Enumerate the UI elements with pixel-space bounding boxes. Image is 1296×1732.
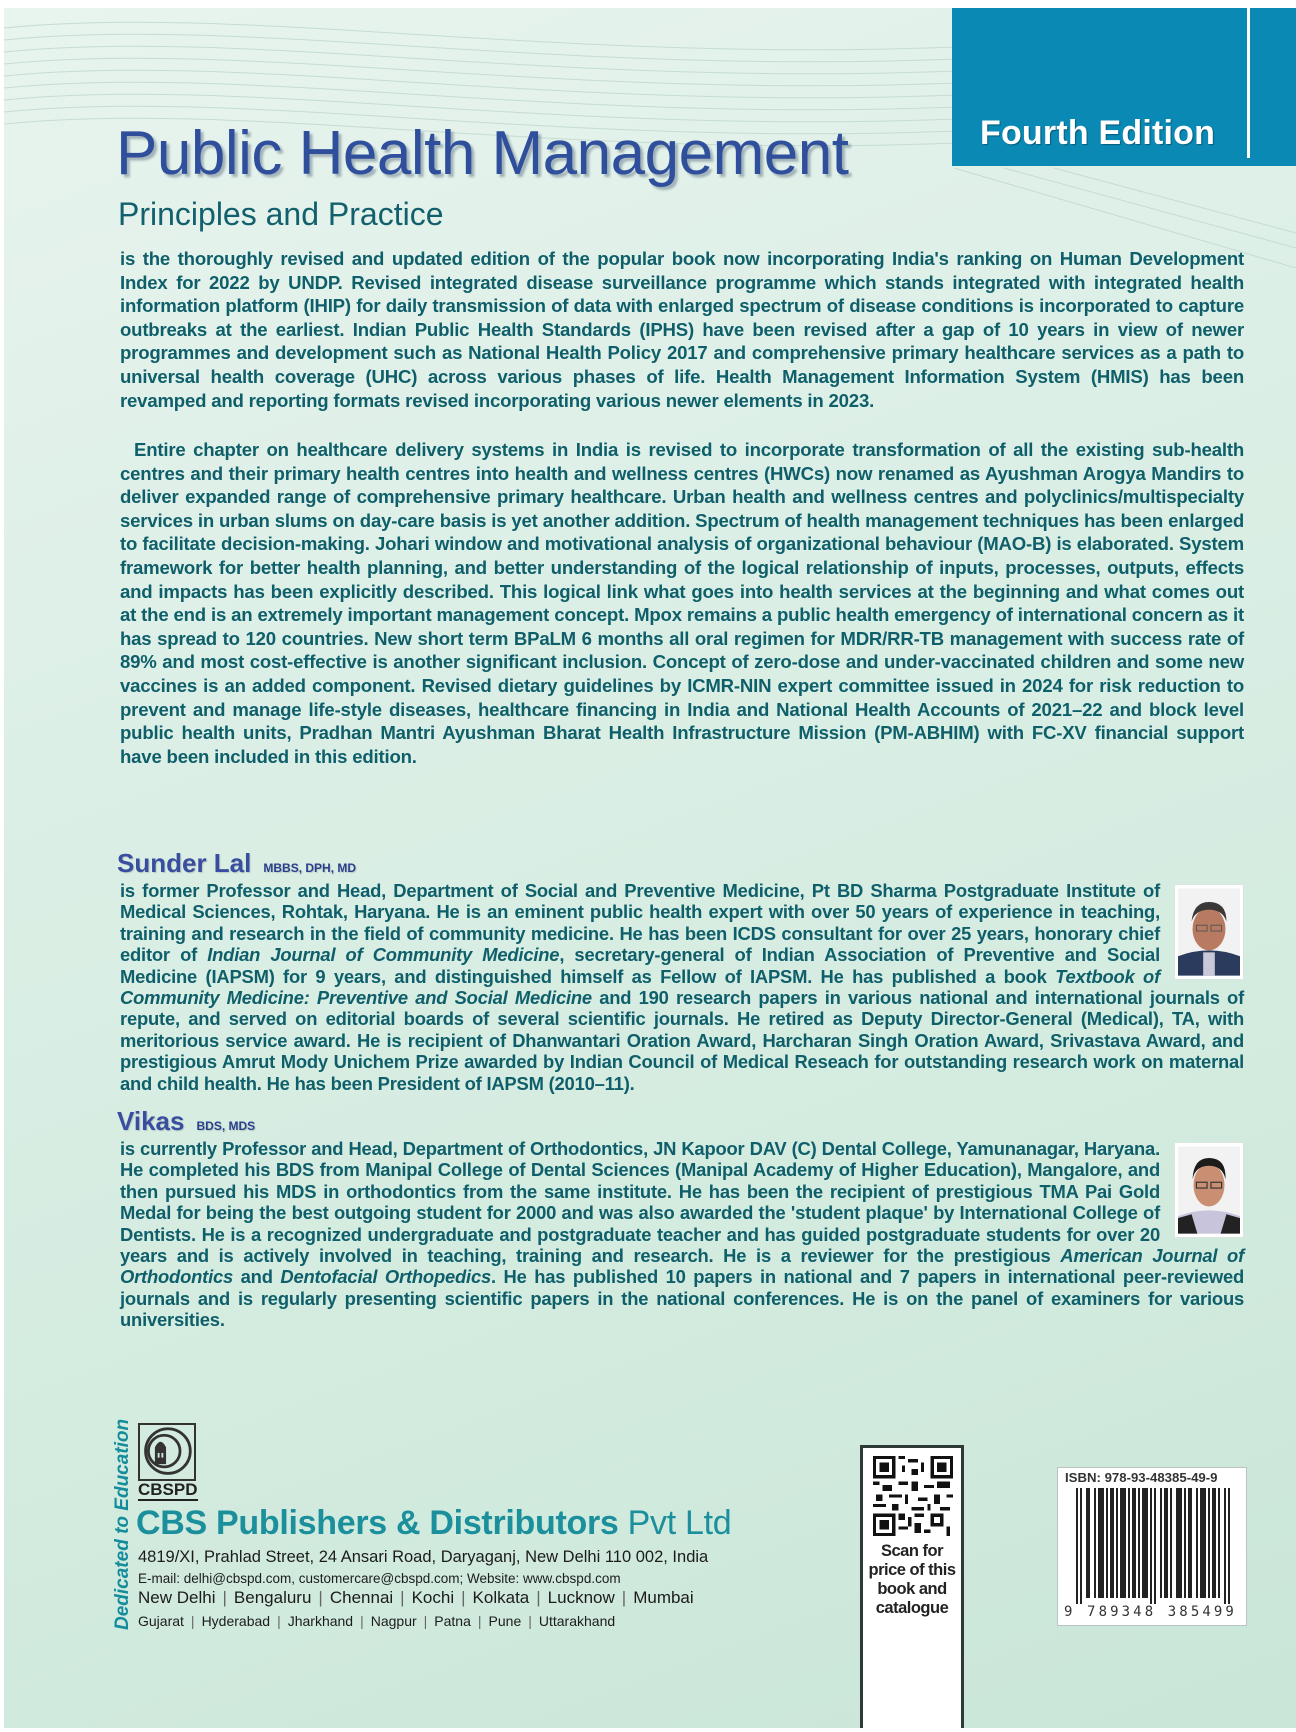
description-paragraph-2: Entire chapter on healthcare delivery systems in India is revised to incorporate transformation of all the existing sub-health centres and their primary health centres into health and wellness centres (HWCs) now renamed as Ayushman Arogya Mandirs to deliver expanded range of comprehensive primary healthcare. Urban health and wellness centres and polyclinics/multispecialty services in urban slums on day-care basis is yet another addition. Spectrum of health management techniques has been enlarged to facilitate decision-making. Johari window and motivational analysis of organizational behaviour (MAO-B) is elaborated. System framework for better health planning, and better understanding of the logical relationship of inputs, processes, outputs, effects and impacts has been explicitly described. This logical link what goes into health services at the beginning and what comes out at the end is an extremely important management concept. Mpox remains a public health emergency of international concern as it has spread to 120 countries. New short term BPaLM 6 months all oral regimen for MDR/RR-TB management with success rate of 89% and most cost-effective is another significant inclusion. Concept of zero-dose and under-vaccinated children and some new vaccines is an added component. Revised dietary guidelines by ICMR-NIN expert committee issued in 2024 for risk reduction to prevent and manage life-style diseases, healthcare financing in India and National Health Accounts of 2021–22 and block level public health units, Pradhan Mantri Ayushman Bharat Health Infrastructure Mission (PM-ABHIM) with FC-XV financial support have been included in this edition. <box>120 439 1244 767</box>
publisher-cities-secondary: Gujarat | Hyderabad | Jharkhand | Nagpur | Patna | Pune | Uttarakhand <box>138 1613 616 1629</box>
edition-divider <box>1247 8 1250 158</box>
qr-caption: Scan for price of this book and catalogue <box>868 1542 956 1617</box>
publisher-cities-primary: New Delhi | Bengaluru | Chennai | Kochi | Kolkata | Lucknow | Mumbai <box>138 1588 694 1607</box>
logo-text: CBSPD <box>138 1480 198 1499</box>
book-title: Public Health Management <box>116 119 849 188</box>
book-reference: Textbook of Community Medicine: Preventive and Social Medicine <box>120 965 1161 1009</box>
author-photo-vikas <box>1174 1142 1244 1238</box>
book-subtitle: Principles and Practice <box>118 196 444 232</box>
description-paragraph-1: is the thoroughly revised and updated edition of the popular book now incorporating India's ranking on Human Development Index for 2022 by UNDP. Revised integrated disease surveillance programme which stands integrated with integrated health information platform (IHIP) for daily transmission of data with enlarged spectrum of disease conditions is incorporated to capture outbreaks at the earliest. Indian Public Health Standards (IPHS) have been revised after a gap of 10 years in view of newer programmes and development such as National Health Policy 2017 and comprehensive primary healthcare services as a path to universal health coverage (UHC) across various phases of life. Health Management Information System (HMIS) has been revamped and reporting formats revised incorporating various newer elements in 2023. <box>120 248 1244 411</box>
isbn-barcode <box>1057 1467 1247 1626</box>
publisher-tagline: Dedicated to Education <box>112 1418 133 1630</box>
cbspd-logo-icon <box>138 1423 196 1481</box>
person-portrait-icon <box>1178 888 1240 976</box>
publisher-name: CBS Publishers & Distributors Pvt Ltd <box>136 1504 732 1542</box>
author-degrees: MBBS, DPH, MD <box>263 861 357 875</box>
journal-title: American Journal of Orthodontics <box>120 1245 1244 1288</box>
qr-code-icon[interactable] <box>873 1456 953 1536</box>
journal-title: Dentofacial Orthopedics <box>280 1266 492 1288</box>
author-degrees: BDS, MDS <box>196 1119 256 1133</box>
barcode-icon <box>1064 1488 1240 1604</box>
edition-banner <box>952 8 1296 166</box>
publisher-address: 4819/XI, Prahlad Street, 24 Ansari Road, Daryaganj, New Delhi 110 002, India <box>138 1548 709 1566</box>
author-heading-sunder-lal <box>117 848 356 879</box>
author-name: Sunder Lal <box>117 848 252 878</box>
author-photo-sunder-lal <box>1174 884 1244 980</box>
author-name: Vikas <box>117 1106 185 1136</box>
isbn-label: ISBN: 978-93-48385-49-9 <box>1065 1470 1218 1485</box>
qr-code-strip <box>860 1445 964 1728</box>
person-portrait-icon <box>1178 1146 1240 1234</box>
publisher-block <box>112 1418 796 1638</box>
author-bio-vikas: is currently Professor and Head, Department of Orthodontics, JN Kapoor DAV (C) Dental College, Yamunanagar, Haryana. He completed his BDS from Manipal College of Dental Sciences (Manipal Academy of Higher Education), Mangalore, and then pursued his MDS in orthodontics from the same institute. He has been the recipient of prestigious TMA Pai Gold Medal for being the best outgoing student for 2000 and was also awarded the 'student plaque' by International College of Dentists. He is a recognized undergraduate and postgraduate teacher and has guided postgraduate students for over 20 years and is actively involved in teaching, training and research. He is a reviewer for the prestigious American Journal of Orthodontics and Dentofacial Orthopedics. He has published 10 papers in national and 7 papers in international peer-reviewed journals and is regularly presenting scientific papers in the national conferences. He is on the panel of examiners for various universities. <box>120 1138 1245 1331</box>
edition-label: Fourth Edition <box>980 114 1216 152</box>
journal-title: Indian Journal of Community Medicine <box>207 944 560 966</box>
author-bio-sunder-lal: is former Professor and Head, Department of Social and Preventive Medicine, Pt BD Sharma Postgraduate Institute of Medical Sciences, Rohtak, Haryana. He is an eminent public health expert with over 50 years of experience in teaching, training and research in the field of community medicine. He has been ICDS consultant for over 25 years, honorary chief editor of Indian Journal of Community Medicine, secretary-general of Indian Association of Preventive and Social Medicine (IAPSM) for 9 years, and distinguished himself as Fellow of IAPSM. He has published a book Textbook of Community Medicine: Preventive and Social Medicine and 190 research papers in various national and international journals of repute, and served on editorial boards of several scientific journals. He retired as Deputy Director-General (Medical), TA, with meritorious service award. He is recipient of Dhanwantari Oration Award, Harcharan Singh Oration Award, Srivastava Award, and prestigious Amrut Mody Unichem Prize awarded by Indian Council of Medical Reseach for outstanding research work on maternal and child health. He has been President of IAPSM (2010–11). <box>120 880 1244 1094</box>
publisher-contact: E-mail: delhi@cbspd.com, customercare@cbspd.com; Website: www.cbspd.com <box>138 1571 621 1586</box>
book-back-cover <box>4 8 1296 1728</box>
barcode-digits: 9 789348 385499 <box>1064 1604 1237 1620</box>
author-heading-vikas <box>117 1106 255 1137</box>
